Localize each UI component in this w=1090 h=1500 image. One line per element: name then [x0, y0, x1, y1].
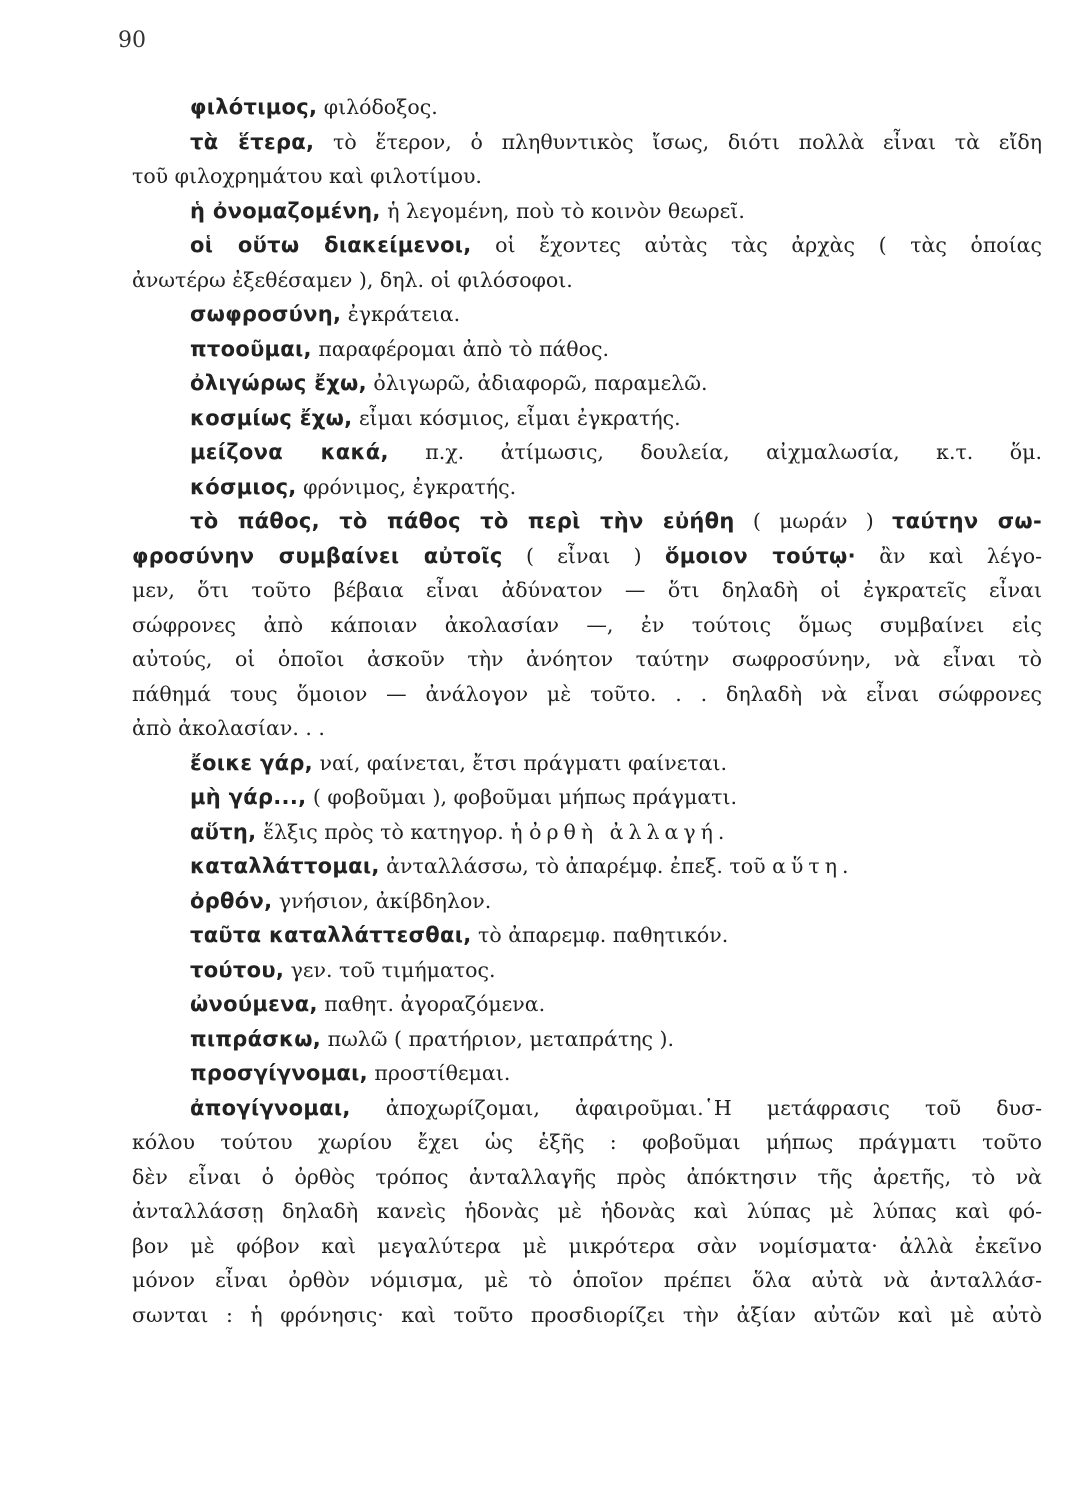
- text-line: [132, 642, 1042, 677]
- text-line: [132, 90, 1042, 125]
- text-line: [132, 573, 1042, 608]
- headword: ἡ ὀνομαζομένη,: [190, 198, 381, 223]
- headword: σωφροσύνη,: [190, 302, 342, 326]
- gloss: δὲν εἶναι ὁ ὀρθὸς τρόπος ἀνταλλαγῆς πρὸς ἀπόκτησιν τῆς ἀρετῆς, τὸ νὰ: [132, 1164, 1042, 1189]
- gloss: .: [717, 819, 725, 844]
- gloss: ἕλξις πρὸς τὸ κατηγορ. ἡ: [256, 819, 530, 844]
- gloss: τὸ ἕτερον, ὁ πληθυντικὸς ἴσως, διότι πολλὰ εἶναι τὰ εἴδη: [314, 129, 1042, 154]
- text-line: [132, 1056, 1042, 1091]
- text-line: [132, 1125, 1042, 1160]
- headword: κοσμίως ἔχω,: [190, 405, 353, 430]
- text-line: [132, 815, 1042, 850]
- text-line: [132, 711, 1042, 746]
- gloss: προστίθεμαι.: [367, 1061, 511, 1085]
- text-line: [132, 125, 1042, 160]
- headword: τούτου,: [190, 957, 285, 982]
- gloss: ἀποχωρίζομαι, ἀφαιροῦμαι.῾Η μετάφρασις τοῦ δυσ-: [350, 1095, 1042, 1120]
- text-line: [132, 608, 1042, 643]
- gloss: σωνται : ἡ φρόνησις· καὶ τοῦτο προσδιορίζει τὴν ἀξίαν αὐτῶν καὶ μὲ αὐτὸ: [132, 1302, 1042, 1327]
- headword: καταλλάττομαι,: [190, 854, 380, 878]
- headword: μὴ γάρ...,: [190, 785, 307, 809]
- text-line: [132, 366, 1042, 401]
- headword: ὀρθόν,: [190, 888, 273, 913]
- text-line: [132, 953, 1042, 988]
- gloss: π.χ. ἀτίμωσις, δουλεία, αἰχμαλωσία, κ.τ. ὅμ.: [388, 440, 1042, 464]
- headword: μείζονα κακά,: [190, 440, 389, 464]
- gloss: ( μωράν ): [734, 509, 892, 533]
- gloss: γνήσιον, ἀκίβδηλον.: [272, 888, 492, 913]
- headword: ὀλιγώρως ἔχω,: [190, 371, 367, 395]
- headword: ταύτην σω-: [891, 509, 1042, 533]
- headword: αὕτη,: [190, 819, 257, 844]
- text-line: [132, 1160, 1042, 1195]
- headword: τὰ ἕτερα,: [190, 129, 315, 154]
- gloss: ( φοβοῦμαι ), φοβοῦμαι μήπως πράγματι.: [306, 785, 738, 809]
- gloss: παθητ. ἀγοραζόμενα.: [317, 992, 546, 1016]
- headword: προσγίγνομαι,: [190, 1061, 368, 1085]
- gloss: ( εἶναι ): [502, 543, 665, 568]
- text-line: [132, 677, 1042, 712]
- headword: κόσμιος,: [190, 474, 297, 499]
- text-line: [132, 849, 1042, 884]
- gloss: σώφρονες ἀπὸ κάποιαν ἀκολασίαν —, ἐν τούτοις ὅμως συμβαίνει εἰς: [132, 612, 1042, 637]
- gloss: ὀλιγωρῶ, ἀδιαφορῶ, παραμελῶ.: [366, 371, 708, 395]
- text-line: [132, 263, 1042, 298]
- gloss: φιλόδοξος.: [317, 95, 438, 119]
- text-line: [132, 1229, 1042, 1264]
- gloss: εἶμαι κόσμιος, εἶμαι ἐγκρατής.: [352, 405, 681, 430]
- headword: ταῦτα καταλλάττεσθαι,: [190, 923, 472, 947]
- gloss: τὸ ἀπαρεμφ. παθητικόν.: [471, 923, 729, 947]
- text-line: [132, 918, 1042, 953]
- text-line: [132, 297, 1042, 332]
- gloss: κόλου τούτου χωρίου ἔχει ὡς ἑξῆς : φοβοῦμαι μήπως πράγματι τοῦτο: [132, 1130, 1042, 1154]
- headword: ἔοικε γάρ,: [190, 750, 313, 775]
- headword: φιλότιμος,: [190, 95, 318, 119]
- gloss: παραφέρομαι ἀπὸ τὸ πάθος.: [311, 336, 609, 361]
- headword: φροσύνην συμβαίνει αὐτοῖς: [132, 543, 503, 568]
- gloss: ἀνωτέρω ἐξεθέσαμεν ), δηλ. οἱ φιλόσοφοι.: [132, 267, 573, 292]
- gloss: αὐτούς, οἱ ὁποῖοι ἀσκοῦν τὴν ἀνόητον ταύτην σωφροσύνην, νὰ εἶναι τὸ: [132, 647, 1042, 671]
- page-number: 90: [118, 28, 146, 53]
- text-line: [132, 987, 1042, 1022]
- text-line: [132, 194, 1042, 229]
- text-line: [132, 228, 1042, 263]
- gloss: πωλῶ ( πρατήριον, μεταπράτης ).: [321, 1026, 675, 1051]
- gloss: ἐγκράτεια.: [341, 302, 461, 326]
- headword: πτοοῦμαι,: [190, 336, 312, 361]
- text-line: [132, 539, 1042, 574]
- text-line: [132, 401, 1042, 436]
- gloss: οἱ ἔχοντες αὐτὰς τὰς ἀρχὰς ( τὰς ὁποίας: [471, 233, 1042, 257]
- gloss: τοῦ φιλοχρημάτου καὶ φιλοτίμου.: [132, 164, 482, 188]
- headword: ἀπογίγνομαι,: [190, 1095, 351, 1120]
- headword: ὅμοιον τούτῳ·: [664, 543, 856, 568]
- spaced-text: ὀρθὴ ἀλλαγή: [529, 819, 718, 844]
- text-line: [132, 470, 1042, 505]
- gloss: γεν. τοῦ τιμήματος.: [284, 957, 496, 982]
- text-line: [132, 435, 1042, 470]
- spaced-text: αὕτη: [772, 854, 842, 878]
- gloss: πάθημά τους ὅμοιον — ἀνάλογον μὲ τοῦτο. . . δηλαδὴ νὰ εἶναι σώφρονες: [132, 681, 1042, 706]
- gloss: ἂν καὶ λέγο-: [855, 543, 1043, 568]
- gloss: ἀνταλλάσσῃ δηλαδὴ κανεὶς ἡδονὰς μὲ ἡδονὰς καὶ λύπας μὲ λύπας καὶ φό-: [132, 1199, 1042, 1223]
- gloss: ἀπὸ ἀκολασίαν. . .: [132, 716, 325, 740]
- text-line: [132, 884, 1042, 919]
- page-text: [132, 90, 1042, 1332]
- headword: τὸ πάθος, τὸ πάθος τὸ περὶ τὴν εὐήθη: [190, 509, 735, 533]
- text-line: [132, 332, 1042, 367]
- text-line: [132, 1194, 1042, 1229]
- gloss: .: [842, 854, 849, 878]
- gloss: φρόνιμος, ἐγκρατής.: [296, 474, 517, 499]
- gloss: μεν, ὅτι τοῦτο βέβαια εἶναι ἀδύνατον — ὅτι δηλαδὴ οἱ ἐγκρατεῖς εἶναι: [132, 578, 1042, 602]
- text-line: [132, 504, 1042, 539]
- text-line: [132, 780, 1042, 815]
- text-line: [132, 1263, 1042, 1298]
- gloss: βον μὲ φόβον καὶ μεγαλύτερα μὲ μικρότερα σὰν νομίσματα· ἀλλὰ ἐκεῖνο: [132, 1233, 1042, 1258]
- headword: ὠνούμενα,: [190, 992, 318, 1016]
- text-line: [132, 1298, 1042, 1333]
- text-line: [132, 1022, 1042, 1057]
- text-line: [132, 1091, 1042, 1126]
- gloss: ἀνταλλάσσω, τὸ ἀπαρέμφ. ἐπεξ. τοῦ: [379, 854, 773, 878]
- text-line: [132, 746, 1042, 781]
- text-line: [132, 159, 1042, 194]
- headword: πιπράσκω,: [190, 1026, 322, 1051]
- gloss: μόνον εἶναι ὀρθὸν νόμισμα, μὲ τὸ ὁποῖον πρέπει ὅλα αὐτὰ νὰ ἀνταλλάσ-: [132, 1268, 1042, 1292]
- headword: οἱ οὕτω διακείμενοι,: [190, 233, 472, 257]
- gloss: ἡ λεγομένη, ποὺ τὸ κοινὸν θεωρεῖ.: [380, 198, 745, 223]
- gloss: ναί, φαίνεται, ἔτσι πράγματι φαίνεται.: [312, 750, 728, 775]
